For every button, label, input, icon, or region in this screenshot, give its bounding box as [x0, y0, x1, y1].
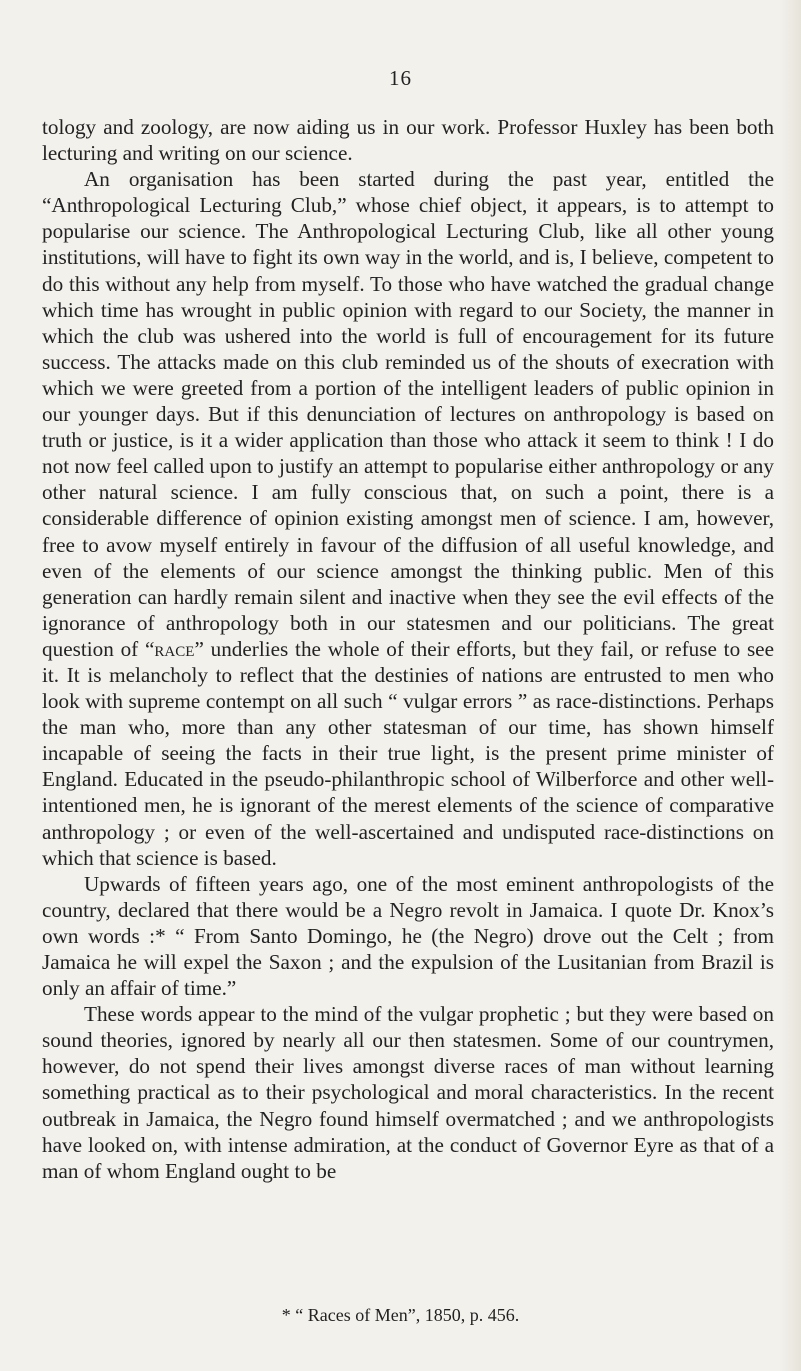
paragraph-2-part-a: An organisation has been started during the past year, entitled the “Anthropological Lecturing Club,” whose chief object, it appears, is to attempt to popularise our science. The Anthropological Lecturing Club, like all other young institutions, will have to fight its own way in the world, and is, I believe, competent to do this without any help from myself. To those who have watched the gradual change which time has wrought in public opinion with regard to our Society, the manner in which the club was ushered into the world is full of encouragement for its future success. The attacks made on this club reminded us of the shouts of execration with which we were greeted from a portion of the intelligent leaders of public opinion in our younger days. But if this denunciation of lectures on anthropology is based on truth or justice, is it a wider application than those who attack it seem to think ! I do not now feel called upon to justify an attempt to popularise either anthropology or any other natural science. I am fully conscious that, on such a point, there is a considerable difference of opinion existing amongst men of science. I am, however, free to avow myself entirely in favour of the diffusion of all useful knowledge, and even of the elements of our science amongst the thinking public. Men of this generation can hardly remain silent and inactive when they see the evil effects of the ignorance of anthropology both in our statesmen and our politicians. The great question of “	[42, 167, 774, 661]
race-word: race	[154, 636, 195, 661]
paragraph-1: tology and zoology, are now aiding us in our work. Professor Huxley has been both lecturing and writing on our science.	[42, 115, 774, 166]
page-number: 16	[389, 66, 412, 90]
body-text	[42, 114, 774, 1184]
paragraph-2	[42, 166, 774, 871]
paragraph-3: Upwards of fifteen years ago, one of the most eminent anthropologists of the country, declared that there would be a Negro revolt in Jamaica. I quote Dr. Knox’s own words :* “ From Santo Domingo, he (the Negro) drove out the Celt ; from Jamaica he will expel the Saxon ; and the expulsion of the Lusitanian from Brazil is only an affair of time.”	[42, 871, 774, 1001]
paragraph-4: These words appear to the mind of the vulgar prophetic ; but they were based on sound theories, ignored by nearly all our then statesmen. Some of our countrymen, however, do not spend their lives amongst diverse races of man without learning something practical as to their psychological and moral characteristics. In the recent outbreak in Jamaica, the Negro found himself overmatched ; and we anthropologists have looked on, with intense admiration, at the conduct of Governor Eyre as that of a man of whom England ought to be	[42, 1002, 774, 1183]
footnote: * “ Races of Men”, 1850, p. 456.	[281, 1305, 520, 1325]
page-edge-shadow	[779, 0, 801, 1371]
paragraph-2-part-b: ” underlies the whole of their efforts, but they fail, or refuse to see it. It is melancholy to reflect that the destinies of nations are entrusted to men who look with supreme contempt on all such “ vulgar errors ” as race-distinctions. Perhaps the man who, more than any other statesman of our time, has shown himself incapable of seeing the facts in their true light, is the present prime minister of England. Educated in the pseudo-philanthropic school of Wilberforce and other well-intentioned men, he is ignorant of the merest elements of the science of comparative anthropology ; or even of the well-ascertained and undisputed race-distinctions on which that science is based.	[42, 636, 774, 870]
